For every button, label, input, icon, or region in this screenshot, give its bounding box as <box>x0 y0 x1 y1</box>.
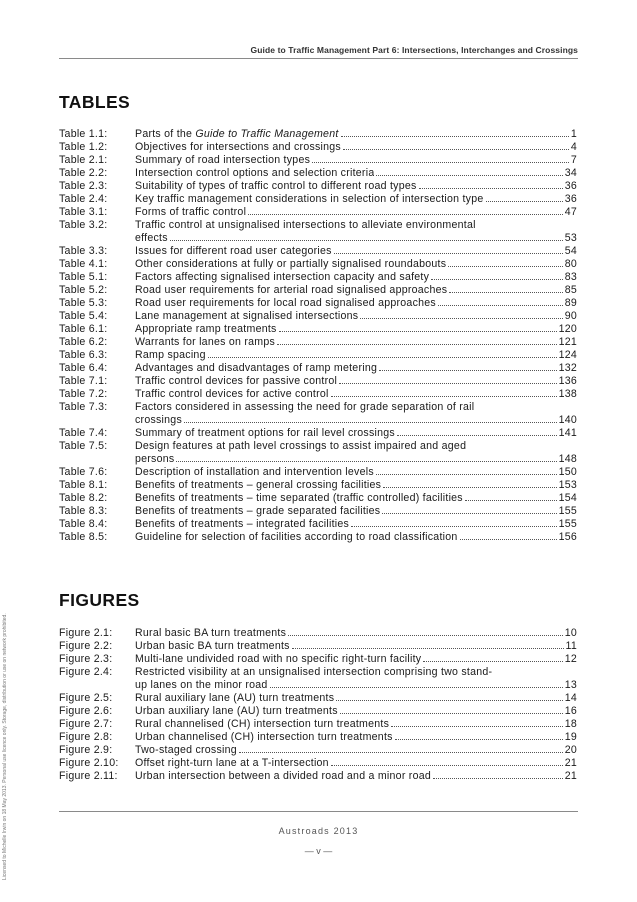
dot-leader <box>397 435 557 436</box>
toc-entry[interactable] <box>59 744 577 757</box>
entry-label: Table 6.4: <box>59 362 108 374</box>
entry-label: Table 7.3: <box>59 401 108 413</box>
entry-title: Appropriate ramp treatments <box>135 323 277 335</box>
page-number: 36 <box>564 193 577 205</box>
toc-entry[interactable] <box>59 692 577 705</box>
entry-title: Summary of road intersection types <box>135 154 311 166</box>
entry-title: Summary of treatment options for rail level crossings <box>135 427 395 439</box>
entry-label: Table 6.2: <box>59 336 108 348</box>
dot-leader <box>270 687 563 688</box>
entry-title: Urban auxiliary lane (AU) turn treatments <box>135 705 338 717</box>
page-number: 155 <box>558 505 577 517</box>
toc-entry[interactable] <box>59 323 577 336</box>
entry-label: Table 2.1: <box>59 154 108 166</box>
entry-label: Figure 2.4: <box>59 666 113 678</box>
page-number: 12 <box>564 653 577 665</box>
entry-title: Ramp spacing <box>135 349 206 361</box>
entry-label: Table 7.1: <box>59 375 108 387</box>
dot-leader <box>351 526 556 527</box>
toc-entry[interactable] <box>59 718 577 731</box>
toc-entry[interactable] <box>59 388 577 401</box>
entry-label: Table 5.1: <box>59 271 108 283</box>
page-number: 85 <box>564 284 577 296</box>
entry-title: Road user requirements for local road signalised approaches <box>135 297 436 309</box>
page-number: 54 <box>564 245 577 257</box>
dot-leader <box>336 700 562 701</box>
entry-label: Table 3.1: <box>59 206 108 218</box>
toc-entry[interactable] <box>59 206 577 219</box>
page-number: 47 <box>564 206 577 218</box>
page-number: 148 <box>558 453 577 465</box>
page-number: 140 <box>558 414 577 426</box>
entry-title: Traffic control devices for passive control <box>135 375 338 387</box>
entry-label: Table 8.5: <box>59 531 108 543</box>
toc-entry[interactable] <box>59 492 577 505</box>
toc-entry[interactable] <box>59 401 577 427</box>
entry-title: Factors considered in assessing the need for grade separation of rail <box>135 401 475 413</box>
entry-label: Figure 2.8: <box>59 731 113 743</box>
entry-label: Table 2.3: <box>59 180 108 192</box>
entry-title: Benefits of treatments – time separated (traffic controlled) facilities <box>135 492 463 504</box>
dot-leader <box>431 279 563 280</box>
entry-label: Figure 2.3: <box>59 653 113 665</box>
entry-title: Issues for different road user categories <box>135 245 332 257</box>
entry-title: Rural auxiliary lane (AU) turn treatments <box>135 692 335 704</box>
page-number: 89 <box>564 297 577 309</box>
toc-entry[interactable] <box>59 336 577 349</box>
entry-title: Lane management at signalised intersections <box>135 310 359 322</box>
dot-leader <box>376 175 562 176</box>
entry-label: Table 3.3: <box>59 245 108 257</box>
toc-entry[interactable] <box>59 310 577 323</box>
toc-entry[interactable] <box>59 427 577 440</box>
toc-entry[interactable] <box>59 258 577 271</box>
toc-entry[interactable] <box>59 362 577 375</box>
entry-title: Offset right-turn lane at a T-intersection <box>135 757 329 769</box>
entry-title: Forms of traffic control <box>135 206 247 218</box>
entry-title: crossings <box>135 414 182 426</box>
entry-title: Objectives for intersections and crossings <box>135 141 341 153</box>
toc-entry[interactable] <box>59 271 577 284</box>
dot-leader <box>312 162 569 163</box>
page-number: 156 <box>558 531 577 543</box>
toc-entry[interactable] <box>59 653 577 666</box>
entry-title: Other considerations at fully or partially signalised roundabouts <box>135 258 447 270</box>
entry-label: Table 1.1: <box>59 128 108 140</box>
dot-leader <box>279 331 557 332</box>
entry-title: Intersection control options and selection criteria <box>135 167 375 179</box>
entry-label: Table 3.2: <box>59 219 108 231</box>
page-number: 150 <box>558 466 577 478</box>
dot-leader <box>184 422 557 423</box>
toc-entry[interactable] <box>59 757 577 770</box>
footer-page-number: — v — <box>304 846 333 856</box>
page-number: 34 <box>564 167 577 179</box>
entry-label: Table 7.2: <box>59 388 108 400</box>
page-number: 153 <box>558 479 577 491</box>
licence-watermark: Licensed to Michelle Irwin on 18 May 2013. Personal use licence only. Storage, distribution or use on network prohibited. <box>2 613 8 880</box>
page-number: 138 <box>558 388 577 400</box>
entry-title: Parts of the Guide to Traffic Management <box>135 128 339 140</box>
page-number: 13 <box>564 679 577 691</box>
page-number: 36 <box>564 180 577 192</box>
dot-leader <box>379 370 556 371</box>
entry-label: Table 8.4: <box>59 518 108 530</box>
entry-title: Key traffic management considerations in selection of intersection type <box>135 193 484 205</box>
toc-entry[interactable] <box>59 245 577 258</box>
entry-title: Rural channelised (CH) intersection turn treatments <box>135 718 390 730</box>
entry-label: Figure 2.9: <box>59 744 113 756</box>
entry-title: Two-staged crossing <box>135 744 237 756</box>
page-number: 124 <box>558 349 577 361</box>
dot-leader <box>383 487 556 488</box>
figures-heading: FIGURES <box>59 590 140 610</box>
page-number: 155 <box>558 518 577 530</box>
entry-label: Table 5.4: <box>59 310 108 322</box>
entry-label: Table 5.3: <box>59 297 108 309</box>
dot-leader <box>208 357 557 358</box>
page-number: 14 <box>564 692 577 704</box>
dot-leader <box>448 266 562 267</box>
toc-entry[interactable] <box>59 666 577 692</box>
page-number: 4 <box>570 141 577 153</box>
entry-label: Table 5.2: <box>59 284 108 296</box>
entry-label: Table 6.3: <box>59 349 108 361</box>
entry-label: Table 2.2: <box>59 167 108 179</box>
dot-leader <box>239 752 563 753</box>
entry-label: Table 2.4: <box>59 193 108 205</box>
entry-label: Figure 2.6: <box>59 705 113 717</box>
dot-leader <box>331 396 557 397</box>
page-number: 120 <box>558 323 577 335</box>
page-number: 20 <box>564 744 577 756</box>
entry-label: Table 8.1: <box>59 479 108 491</box>
dot-leader <box>395 739 563 740</box>
page-number: 10 <box>564 627 577 639</box>
entry-title: Benefits of treatments – integrated facilities <box>135 518 350 530</box>
dot-leader <box>449 292 562 293</box>
dot-leader <box>433 778 563 779</box>
toc-entry[interactable] <box>59 154 577 167</box>
toc-entry[interactable] <box>59 466 577 479</box>
toc-entry[interactable] <box>59 141 577 154</box>
entry-title: Advantages and disadvantages of ramp metering <box>135 362 378 374</box>
dot-leader <box>391 726 563 727</box>
toc-entry[interactable] <box>59 167 577 180</box>
dot-leader <box>331 765 563 766</box>
dot-leader <box>170 240 563 241</box>
page-number: 7 <box>570 154 577 166</box>
page-number: 90 <box>564 310 577 322</box>
dot-leader <box>341 136 569 137</box>
figures-list <box>59 627 577 783</box>
entry-title: Suitability of types of traffic control to different road types <box>135 180 417 192</box>
page-number: 154 <box>558 492 577 504</box>
entry-title: persons <box>135 453 175 465</box>
dot-leader <box>419 188 563 189</box>
toc-entry[interactable] <box>59 640 577 653</box>
toc-entry[interactable] <box>59 531 577 544</box>
dot-leader <box>339 383 556 384</box>
entry-label: Table 4.1: <box>59 258 108 270</box>
dot-leader <box>334 253 563 254</box>
entry-title: Restricted visibility at an unsignalised intersection comprising two stand- <box>135 666 493 678</box>
toc-entry[interactable] <box>59 193 577 206</box>
toc-entry[interactable] <box>59 505 577 518</box>
entry-title: Rural basic BA turn treatments <box>135 627 287 639</box>
entry-label: Table 1.2: <box>59 141 108 153</box>
dot-leader <box>277 344 557 345</box>
toc-entry[interactable] <box>59 731 577 744</box>
entry-label: Figure 2.10: <box>59 757 119 769</box>
entry-label: Table 7.5: <box>59 440 108 452</box>
toc-entry[interactable] <box>59 518 577 531</box>
entry-title: Traffic control devices for active control <box>135 388 329 400</box>
entry-title: Urban channelised (CH) intersection turn treatments <box>135 731 393 743</box>
entry-label: Table 8.3: <box>59 505 108 517</box>
entry-title: Road user requirements for arterial road signalised approaches <box>135 284 448 296</box>
entry-title: Warrants for lanes on ramps <box>135 336 276 348</box>
entry-label: Table 7.6: <box>59 466 108 478</box>
entry-title: Traffic control at unsignalised intersections to alleviate environmental <box>135 219 476 231</box>
page-number: 121 <box>558 336 577 348</box>
dot-leader <box>423 661 562 662</box>
page-number: 132 <box>558 362 577 374</box>
toc-entry[interactable] <box>59 627 577 640</box>
page-number: 141 <box>558 427 577 439</box>
page-number: 21 <box>564 770 577 782</box>
toc-entry[interactable] <box>59 440 577 466</box>
toc-entry[interactable] <box>59 284 577 297</box>
entry-title: Benefits of treatments – general crossing facilities <box>135 479 382 491</box>
dot-leader <box>486 201 563 202</box>
entry-label: Table 7.4: <box>59 427 108 439</box>
page-number: 19 <box>564 731 577 743</box>
page-number: 80 <box>564 258 577 270</box>
page-number: 53 <box>564 232 577 244</box>
dot-leader <box>343 149 569 150</box>
toc-entry[interactable] <box>59 375 577 388</box>
header-rule <box>59 58 578 59</box>
page-number: 16 <box>564 705 577 717</box>
dot-leader <box>176 461 556 462</box>
dot-leader <box>460 539 557 540</box>
dot-leader <box>465 500 557 501</box>
entry-label: Figure 2.2: <box>59 640 113 652</box>
toc-entry[interactable] <box>59 349 577 362</box>
page-number: 136 <box>558 375 577 387</box>
running-header: Guide to Traffic Management Part 6: Intersections, Interchanges and Crossings <box>250 45 578 55</box>
entry-label: Figure 2.1: <box>59 627 113 639</box>
entry-title: Design features at path level crossings to assist impaired and aged <box>135 440 467 452</box>
tables-list <box>59 128 577 544</box>
entry-title: up lanes on the minor road <box>135 679 268 691</box>
dot-leader <box>248 214 563 215</box>
dot-leader <box>438 305 563 306</box>
entry-title: Guideline for selection of facilities according to road classification <box>135 531 458 543</box>
entry-title: Urban basic BA turn treatments <box>135 640 290 652</box>
toc-entry[interactable] <box>59 479 577 492</box>
page-number: 83 <box>564 271 577 283</box>
toc-entry[interactable] <box>59 705 577 718</box>
toc-entry[interactable] <box>59 128 577 141</box>
entry-title: effects <box>135 232 168 244</box>
footer-rule <box>59 811 578 812</box>
entry-title: Urban intersection between a divided road and a minor road <box>135 770 431 782</box>
page-number: 11 <box>565 640 577 652</box>
toc-entry[interactable] <box>59 180 577 193</box>
entry-title: Factors affecting signalised intersection capacity and safety <box>135 271 430 283</box>
dot-leader <box>360 318 562 319</box>
page-number: 1 <box>570 128 577 140</box>
entry-label: Figure 2.5: <box>59 692 113 704</box>
entry-label: Figure 2.11: <box>59 770 118 782</box>
footer-publisher: Austroads 2013 <box>278 826 359 836</box>
entry-title: Multi-lane undivided road with no specific right-turn facility <box>135 653 422 665</box>
dot-leader <box>376 474 557 475</box>
tables-heading: TABLES <box>59 92 131 112</box>
entry-label: Table 8.2: <box>59 492 108 504</box>
dot-leader <box>382 513 556 514</box>
dot-leader <box>292 648 564 649</box>
page-number: 21 <box>564 757 577 769</box>
entry-label: Table 6.1: <box>59 323 108 335</box>
dot-leader <box>340 713 563 714</box>
toc-entry[interactable] <box>59 297 577 310</box>
entry-label: Figure 2.7: <box>59 718 113 730</box>
page-number: 18 <box>564 718 577 730</box>
entry-title: Description of installation and intervention levels <box>135 466 374 478</box>
toc-entry[interactable] <box>59 770 577 783</box>
entry-title: Benefits of treatments – grade separated facilities <box>135 505 381 517</box>
dot-leader <box>288 635 563 636</box>
toc-entry[interactable] <box>59 219 577 245</box>
